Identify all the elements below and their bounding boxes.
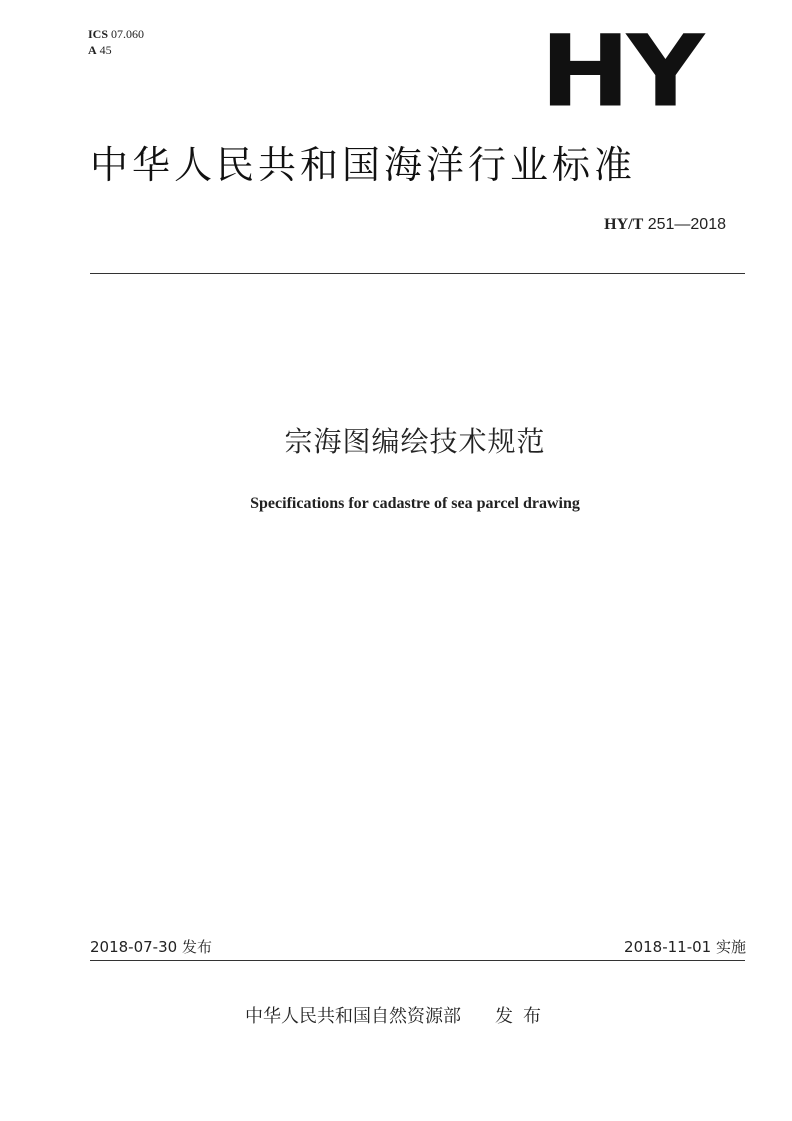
ccs-code-row [88,42,144,58]
standard-number [604,216,726,234]
header-divider [90,273,745,274]
ics-code-row [88,26,144,42]
standard-prefix: HY/T [604,216,644,233]
publisher-name: 中华人民共和国自然资源部 [245,1006,461,1027]
ics-value: 07.060 [111,27,145,41]
industry-standard-title: 中华人民共和国海洋行业标准 [90,143,637,187]
issue-date: 2018-07-30 发布 [90,938,212,956]
footer-divider [90,960,745,961]
ccs-label: A [88,43,97,57]
publish-verb: 发布 [495,1006,551,1027]
ics-label: ICS [88,27,109,41]
document-title-en: Specifications for cadastre of sea parcel drawing [250,495,580,512]
document-title-cn: 宗海图编绘技术规范 [284,425,546,458]
hy-logo: HY [540,14,701,130]
standard-number-value: 251—2018 [647,216,726,233]
effective-date: 2018-11-01 实施 [624,938,746,956]
publisher-line [245,1002,551,1028]
ccs-value: 45 [99,43,112,57]
classification-codes [88,26,144,58]
